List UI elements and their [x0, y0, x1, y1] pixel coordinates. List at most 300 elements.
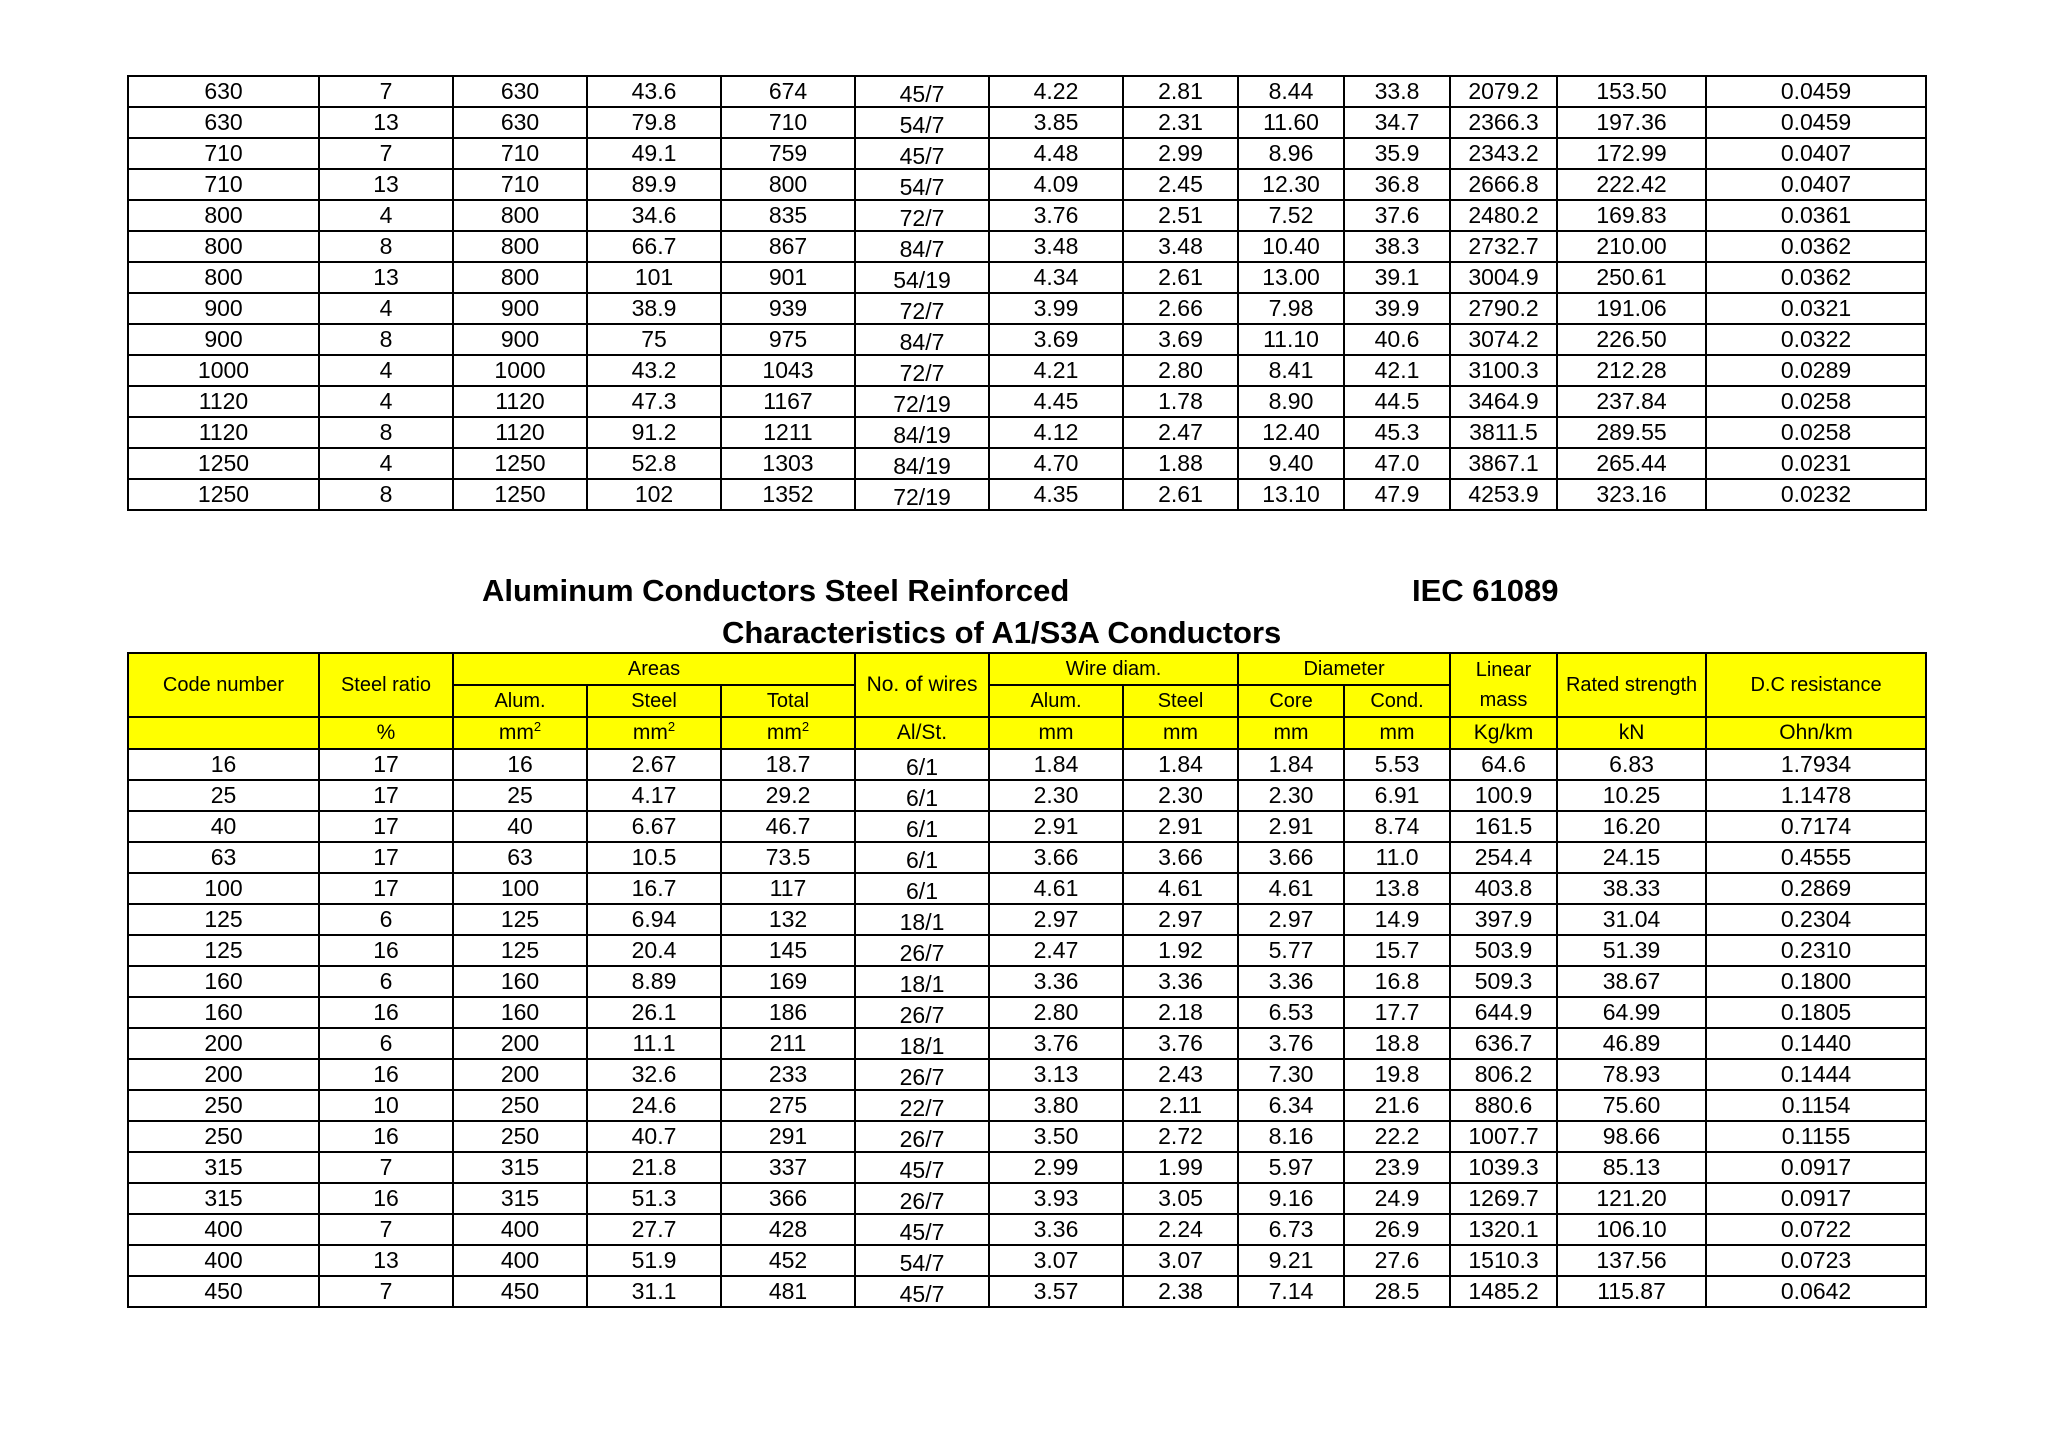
header-diam-cond: Cond.: [1344, 685, 1450, 717]
table-cell: 397.9: [1450, 904, 1557, 935]
top-table-row: [128, 76, 1926, 107]
table-cell: 8.41: [1238, 355, 1344, 386]
table-cell: 4.17: [587, 780, 721, 811]
table-cell: 24.9: [1344, 1183, 1450, 1214]
table-cell: 835: [721, 200, 855, 231]
table-cell: 644.9: [1450, 997, 1557, 1028]
conductor-row: [128, 1059, 1926, 1090]
table-cell: 39.1: [1344, 262, 1450, 293]
table-cell: 8.16: [1238, 1121, 1344, 1152]
table-cell: 47.0: [1344, 448, 1450, 479]
table-cell: 3.36: [1123, 966, 1238, 997]
table-cell: [855, 811, 989, 842]
table-cell: 450: [128, 1276, 319, 1307]
table-cell: 1.88: [1123, 448, 1238, 479]
table-cell: 98.66: [1557, 1121, 1706, 1152]
table-cell: 3.76: [1238, 1028, 1344, 1059]
table-cell: 1167: [721, 386, 855, 417]
section-subtitle: Characteristics of A1/S3A Conductors: [722, 615, 1282, 650]
table-cell: 1352: [721, 479, 855, 510]
table-cell: 0.0232: [1706, 479, 1926, 510]
table-cell: [855, 966, 989, 997]
table-cell: 125: [128, 904, 319, 935]
table-cell: 630: [453, 76, 587, 107]
table-cell: 24.6: [587, 1090, 721, 1121]
wire-count: 54/19: [893, 267, 951, 293]
table-cell: 2.91: [989, 811, 1123, 842]
table-cell: 3.93: [989, 1183, 1123, 1214]
table-cell: 1039.3: [1450, 1152, 1557, 1183]
table-cell: 4.61: [989, 873, 1123, 904]
top-table-row: [128, 231, 1926, 262]
table-cell: [855, 997, 989, 1028]
conductor-table-body: [128, 749, 1926, 1307]
wire-count: 6/1: [906, 816, 938, 842]
table-cell: 7: [319, 76, 453, 107]
top-table-row: [128, 417, 1926, 448]
table-cell: 1.84: [1238, 749, 1344, 780]
wire-count: 84/19: [893, 422, 951, 448]
table-cell: 8: [319, 231, 453, 262]
table-cell: 250: [453, 1090, 587, 1121]
table-cell: 2.31: [1123, 107, 1238, 138]
table-cell: 10.25: [1557, 780, 1706, 811]
wire-count: 45/7: [899, 1281, 945, 1307]
table-cell: 3.48: [1123, 231, 1238, 262]
table-cell: 1.92: [1123, 935, 1238, 966]
table-cell: 31.04: [1557, 904, 1706, 935]
table-cell: 1120: [453, 417, 587, 448]
table-cell: 16: [128, 749, 319, 780]
table-cell: 6.67: [587, 811, 721, 842]
wire-count: 72/7: [899, 360, 945, 386]
table-cell: 160: [453, 997, 587, 1028]
table-cell: 0.1154: [1706, 1090, 1926, 1121]
table-cell: [855, 231, 989, 262]
table-cell: 17.7: [1344, 997, 1450, 1028]
table-cell: 674: [721, 76, 855, 107]
table-cell: 78.93: [1557, 1059, 1706, 1090]
table-cell: 3.76: [989, 200, 1123, 231]
table-cell: 11.60: [1238, 107, 1344, 138]
table-cell: 4: [319, 448, 453, 479]
table-cell: [855, 1152, 989, 1183]
table-cell: 7.52: [1238, 200, 1344, 231]
table-cell: 160: [453, 966, 587, 997]
table-cell: 4: [319, 355, 453, 386]
table-cell: [855, 1245, 989, 1276]
table-cell: 5.53: [1344, 749, 1450, 780]
table-cell: 172.99: [1557, 138, 1706, 169]
table-cell: 1120: [128, 386, 319, 417]
table-cell: 939: [721, 293, 855, 324]
table-cell: 250: [453, 1121, 587, 1152]
top-table-row: [128, 448, 1926, 479]
table-cell: 3004.9: [1450, 262, 1557, 293]
header-units-row: [128, 717, 1926, 749]
table-cell: 211: [721, 1028, 855, 1059]
table-cell: 2.51: [1123, 200, 1238, 231]
table-cell: 2.30: [1238, 780, 1344, 811]
table-cell: 2732.7: [1450, 231, 1557, 262]
table-cell: 237.84: [1557, 386, 1706, 417]
top-table-row: [128, 200, 1926, 231]
table-cell: 2.45: [1123, 169, 1238, 200]
table-cell: 5.97: [1238, 1152, 1344, 1183]
table-cell: 3.69: [1123, 324, 1238, 355]
table-cell: 6.94: [587, 904, 721, 935]
table-cell: 2.97: [1238, 904, 1344, 935]
table-cell: 16: [319, 1121, 453, 1152]
table-cell: 452: [721, 1245, 855, 1276]
table-cell: 2.47: [1123, 417, 1238, 448]
table-cell: 291: [721, 1121, 855, 1152]
table-cell: 18.7: [721, 749, 855, 780]
table-cell: 4: [319, 293, 453, 324]
table-cell: 197.36: [1557, 107, 1706, 138]
table-cell: 265.44: [1557, 448, 1706, 479]
table-cell: 7: [319, 1276, 453, 1307]
table-cell: 7.30: [1238, 1059, 1344, 1090]
table-cell: 3.99: [989, 293, 1123, 324]
wire-count: 45/7: [899, 81, 945, 107]
unit-areas-total: [721, 717, 855, 749]
table-cell: 315: [128, 1183, 319, 1214]
table-cell: 2.80: [1123, 355, 1238, 386]
table-cell: 8.96: [1238, 138, 1344, 169]
table-cell: 6: [319, 904, 453, 935]
table-cell: 1250: [128, 479, 319, 510]
table-cell: 91.2: [587, 417, 721, 448]
table-cell: 21.6: [1344, 1090, 1450, 1121]
table-cell: 6.73: [1238, 1214, 1344, 1245]
table-cell: 16: [319, 1183, 453, 1214]
table-cell: 200: [453, 1028, 587, 1059]
wire-count: 72/19: [893, 484, 951, 510]
table-cell: 17: [319, 749, 453, 780]
table-cell: 0.0322: [1706, 324, 1926, 355]
conductor-row: [128, 966, 1926, 997]
unit-mm: mm: [632, 721, 668, 744]
table-cell: 100: [128, 873, 319, 904]
wire-count: 26/7: [899, 940, 945, 966]
table-cell: 4.35: [989, 479, 1123, 510]
table-cell: 16: [319, 997, 453, 1028]
table-cell: 3.66: [1238, 842, 1344, 873]
table-cell: 233: [721, 1059, 855, 1090]
table-cell: 481: [721, 1276, 855, 1307]
table-cell: 2.38: [1123, 1276, 1238, 1307]
table-cell: 45.3: [1344, 417, 1450, 448]
table-cell: 169.83: [1557, 200, 1706, 231]
header-areas: Areas: [453, 653, 855, 685]
table-cell: 106.10: [1557, 1214, 1706, 1245]
header-no-of-wires: No. of wires: [855, 653, 989, 717]
table-cell: 16.8: [1344, 966, 1450, 997]
conductor-row: [128, 1090, 1926, 1121]
header-dc-resistance: D.C resistance: [1706, 653, 1926, 717]
top-table-row: [128, 386, 1926, 417]
header-rated-strength: Rated strength: [1557, 653, 1706, 717]
table-cell: [855, 107, 989, 138]
wire-count: 26/7: [899, 1188, 945, 1214]
table-cell: 79.8: [587, 107, 721, 138]
unit-mm: mm: [766, 721, 802, 744]
table-cell: 6.53: [1238, 997, 1344, 1028]
table-cell: 16: [319, 1059, 453, 1090]
table-cell: 0.0362: [1706, 231, 1926, 262]
table-cell: 710: [453, 138, 587, 169]
top-table-row: [128, 479, 1926, 510]
table-cell: 13: [319, 107, 453, 138]
conductor-row: [128, 935, 1926, 966]
table-cell: [855, 76, 989, 107]
table-cell: 428: [721, 1214, 855, 1245]
table-cell: 3.66: [1123, 842, 1238, 873]
table-cell: 630: [453, 107, 587, 138]
table-cell: 22.2: [1344, 1121, 1450, 1152]
top-table-body: [128, 76, 1926, 510]
table-cell: 800: [721, 169, 855, 200]
table-cell: 0.0407: [1706, 138, 1926, 169]
table-cell: [855, 479, 989, 510]
table-cell: 2.24: [1123, 1214, 1238, 1245]
table-cell: 880.6: [1450, 1090, 1557, 1121]
unit-wire-steel: mm: [1123, 717, 1238, 749]
table-cell: 4.61: [1123, 873, 1238, 904]
table-cell: 710: [128, 138, 319, 169]
table-cell: 73.5: [721, 842, 855, 873]
table-cell: 3.36: [989, 1214, 1123, 1245]
table-cell: 63: [453, 842, 587, 873]
table-cell: 29.2: [721, 780, 855, 811]
table-cell: 102: [587, 479, 721, 510]
table-cell: 125: [128, 935, 319, 966]
table-cell: 0.0231: [1706, 448, 1926, 479]
table-cell: 6: [319, 1028, 453, 1059]
unit-squared: 2: [533, 719, 542, 734]
table-cell: 16.20: [1557, 811, 1706, 842]
table-cell: 10.40: [1238, 231, 1344, 262]
unit-rated-strength: kN: [1557, 717, 1706, 749]
table-cell: 2.91: [1238, 811, 1344, 842]
table-cell: 630: [128, 107, 319, 138]
table-cell: 169: [721, 966, 855, 997]
table-cell: 867: [721, 231, 855, 262]
table-cell: 21.8: [587, 1152, 721, 1183]
table-cell: 17: [319, 842, 453, 873]
table-cell: 4: [319, 386, 453, 417]
header-wire-alum: Alum.: [989, 685, 1123, 717]
table-cell: [855, 1121, 989, 1152]
table-cell: 7.14: [1238, 1276, 1344, 1307]
table-cell: 0.1805: [1706, 997, 1926, 1028]
conductor-table: [127, 652, 1927, 1308]
table-cell: 3100.3: [1450, 355, 1557, 386]
table-cell: 23.9: [1344, 1152, 1450, 1183]
table-cell: 0.2310: [1706, 935, 1926, 966]
table-cell: 2.99: [1123, 138, 1238, 169]
table-cell: 4.21: [989, 355, 1123, 386]
table-cell: 34.7: [1344, 107, 1450, 138]
section-title: Aluminum Conductors Steel Reinforced: [482, 573, 1070, 608]
table-cell: 13.00: [1238, 262, 1344, 293]
table-cell: 450: [453, 1276, 587, 1307]
table-cell: 6: [319, 966, 453, 997]
table-cell: [855, 842, 989, 873]
table-cell: 4.61: [1238, 873, 1344, 904]
table-cell: 20.4: [587, 935, 721, 966]
table-cell: 630: [128, 76, 319, 107]
table-cell: 35.9: [1344, 138, 1450, 169]
table-cell: 117: [721, 873, 855, 904]
table-cell: 2.99: [989, 1152, 1123, 1183]
table-cell: 4.12: [989, 417, 1123, 448]
table-cell: 710: [128, 169, 319, 200]
table-cell: 3.76: [989, 1028, 1123, 1059]
table-cell: 44.5: [1344, 386, 1450, 417]
wire-count: 54/7: [899, 112, 945, 138]
table-cell: 40: [453, 811, 587, 842]
header-diameter: Diameter: [1238, 653, 1450, 685]
table-cell: 17: [319, 811, 453, 842]
wire-count: 18/1: [899, 971, 945, 997]
table-cell: 11.0: [1344, 842, 1450, 873]
table-cell: 8.44: [1238, 76, 1344, 107]
table-cell: 145: [721, 935, 855, 966]
table-cell: 39.9: [1344, 293, 1450, 324]
table-cell: 25: [128, 780, 319, 811]
table-cell: 710: [721, 107, 855, 138]
table-cell: 254.4: [1450, 842, 1557, 873]
table-cell: 226.50: [1557, 324, 1706, 355]
table-cell: 3.48: [989, 231, 1123, 262]
table-cell: 2.47: [989, 935, 1123, 966]
header-areas-steel: Steel: [587, 685, 721, 717]
header-linear-mass: [1450, 653, 1557, 717]
table-cell: [855, 169, 989, 200]
table-cell: 636.7: [1450, 1028, 1557, 1059]
table-cell: 6.83: [1557, 749, 1706, 780]
table-cell: 125: [453, 904, 587, 935]
table-cell: 11.1: [587, 1028, 721, 1059]
table-cell: 38.33: [1557, 873, 1706, 904]
table-cell: 191.06: [1557, 293, 1706, 324]
table-cell: 0.0361: [1706, 200, 1926, 231]
table-cell: [855, 1214, 989, 1245]
table-cell: 9.21: [1238, 1245, 1344, 1276]
unit-areas-steel: [587, 717, 721, 749]
table-cell: 315: [453, 1152, 587, 1183]
table-cell: 323.16: [1557, 479, 1706, 510]
wire-count: 22/7: [899, 1095, 945, 1121]
table-cell: 19.8: [1344, 1059, 1450, 1090]
table-cell: 4.70: [989, 448, 1123, 479]
wire-count: 26/7: [899, 1064, 945, 1090]
table-cell: [855, 417, 989, 448]
table-cell: 2.11: [1123, 1090, 1238, 1121]
table-cell: 1000: [128, 355, 319, 386]
table-cell: 66.7: [587, 231, 721, 262]
table-cell: 8: [319, 324, 453, 355]
table-cell: 3.66: [989, 842, 1123, 873]
table-cell: 4.09: [989, 169, 1123, 200]
table-cell: 2.97: [989, 904, 1123, 935]
table-cell: 0.0258: [1706, 417, 1926, 448]
table-cell: 17: [319, 873, 453, 904]
table-cell: 10: [319, 1090, 453, 1121]
table-cell: 64.99: [1557, 997, 1706, 1028]
table-cell: 3.57: [989, 1276, 1123, 1307]
conductor-row: [128, 873, 1926, 904]
table-cell: 0.1440: [1706, 1028, 1926, 1059]
table-cell: [855, 1028, 989, 1059]
table-cell: [855, 780, 989, 811]
table-cell: 0.1155: [1706, 1121, 1926, 1152]
table-cell: 15.7: [1344, 935, 1450, 966]
table-cell: 132: [721, 904, 855, 935]
table-cell: 12.40: [1238, 417, 1344, 448]
table-cell: 806.2: [1450, 1059, 1557, 1090]
table-cell: 4253.9: [1450, 479, 1557, 510]
table-cell: 1250: [128, 448, 319, 479]
conductor-row: [128, 749, 1926, 780]
table-cell: 366: [721, 1183, 855, 1214]
table-cell: 2343.2: [1450, 138, 1557, 169]
table-cell: 186: [721, 997, 855, 1028]
table-cell: 32.6: [587, 1059, 721, 1090]
table-cell: 8.89: [587, 966, 721, 997]
top-data-table: [127, 75, 1927, 511]
table-cell: 26.1: [587, 997, 721, 1028]
wire-count: 6/1: [906, 785, 938, 811]
table-cell: 51.39: [1557, 935, 1706, 966]
table-cell: 0.0917: [1706, 1152, 1926, 1183]
table-cell: 0.2304: [1706, 904, 1926, 935]
table-cell: 51.3: [587, 1183, 721, 1214]
wire-count: 54/7: [899, 1250, 945, 1276]
table-cell: 2.67: [587, 749, 721, 780]
table-cell: 2666.8: [1450, 169, 1557, 200]
table-cell: [855, 355, 989, 386]
table-cell: 901: [721, 262, 855, 293]
table-cell: 503.9: [1450, 935, 1557, 966]
table-cell: [855, 1276, 989, 1307]
table-cell: 0.0723: [1706, 1245, 1926, 1276]
table-cell: 3.80: [989, 1090, 1123, 1121]
wire-count: 54/7: [899, 174, 945, 200]
table-cell: 160: [128, 997, 319, 1028]
conductor-table-header: [128, 653, 1926, 749]
table-cell: 38.9: [587, 293, 721, 324]
table-cell: 89.9: [587, 169, 721, 200]
table-cell: 27.6: [1344, 1245, 1450, 1276]
table-cell: 400: [453, 1214, 587, 1245]
table-cell: 17: [319, 780, 453, 811]
table-cell: 2.30: [1123, 780, 1238, 811]
table-cell: 3.36: [989, 966, 1123, 997]
table-cell: 0.0407: [1706, 169, 1926, 200]
table-cell: 137.56: [1557, 1245, 1706, 1276]
unit-linear-mass: Kg/km: [1450, 717, 1557, 749]
table-cell: 2079.2: [1450, 76, 1557, 107]
table-cell: 975: [721, 324, 855, 355]
table-cell: 1510.3: [1450, 1245, 1557, 1276]
table-cell: 800: [128, 262, 319, 293]
table-cell: 800: [453, 262, 587, 293]
table-cell: 0.0722: [1706, 1214, 1926, 1245]
table-cell: 1211: [721, 417, 855, 448]
